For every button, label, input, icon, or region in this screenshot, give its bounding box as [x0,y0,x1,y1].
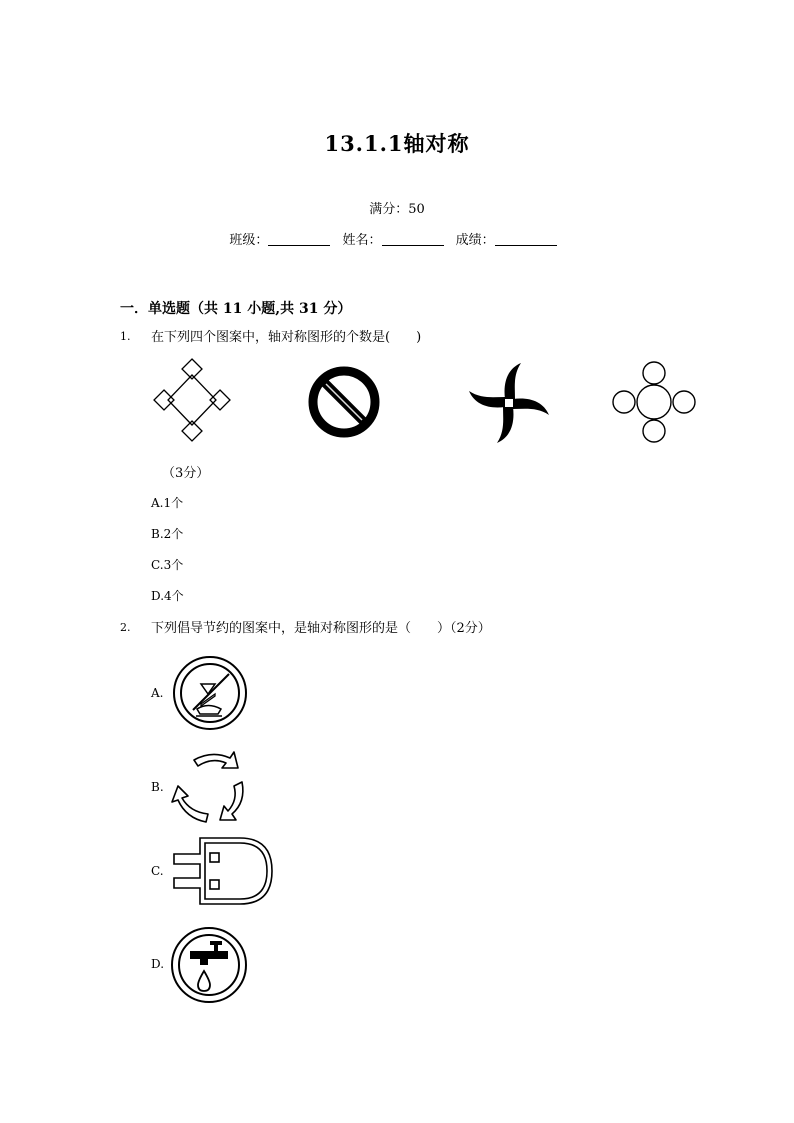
pinwheel-blade-2 [513,399,549,415]
section-title: 一．单选题（共 11 小题,共 31 分） [120,301,352,317]
plug-icon [170,836,276,906]
diamond-center [168,375,216,425]
question-1-option-d[interactable]: D.4个 [151,589,184,603]
page-title: 13.1.1轴对称 [324,131,470,156]
five-circles-figure [610,358,698,446]
diamond-top [182,359,202,379]
question-2-text: 下列倡导节约的图案中，是轴对称图形的是（ ）（2分） [151,621,491,636]
prohibition-sign-figure [306,364,382,440]
water-faucet-icon [168,925,250,1005]
question-1-text: 在下列四个图案中，轴对称图形的个数是( ) [151,330,422,345]
diamond-left [154,390,174,410]
diamond-bottom [182,421,202,441]
pinwheel-blade-4 [469,391,505,407]
name-blank[interactable] [382,233,444,246]
grade-blank[interactable] [495,233,557,246]
diamond-pattern-figure [150,355,234,447]
question-1-option-c[interactable]: C.3个 [151,558,184,572]
question-1-points: （3分） [162,466,210,481]
class-label: 班级： [229,233,269,248]
question-1-option-a[interactable]: A.1个 [151,496,184,510]
name-label: 姓名： [342,233,382,248]
question-2-option-d[interactable]: D. [151,957,165,971]
grade-label: 成绩： [455,233,495,248]
pinwheel-blade-1 [505,363,521,399]
recycle-arrows-icon [170,748,252,828]
question-1-number: 1. [120,330,131,343]
question-1-option-b[interactable]: B.2个 [151,527,184,541]
full-score: 满分：50 [369,202,425,217]
class-blank[interactable] [268,233,330,246]
student-info-line [0,229,794,248]
no-waste-bowl-icon [171,654,249,732]
question-2-number: 2. [120,621,131,634]
diamond-right [210,390,230,410]
question-2-option-c[interactable]: C. [151,864,164,878]
pinwheel-figure [466,360,552,446]
question-2-option-b[interactable]: B. [151,780,164,794]
question-2-option-a[interactable]: A. [151,686,164,700]
pinwheel-blade-3 [497,407,513,443]
